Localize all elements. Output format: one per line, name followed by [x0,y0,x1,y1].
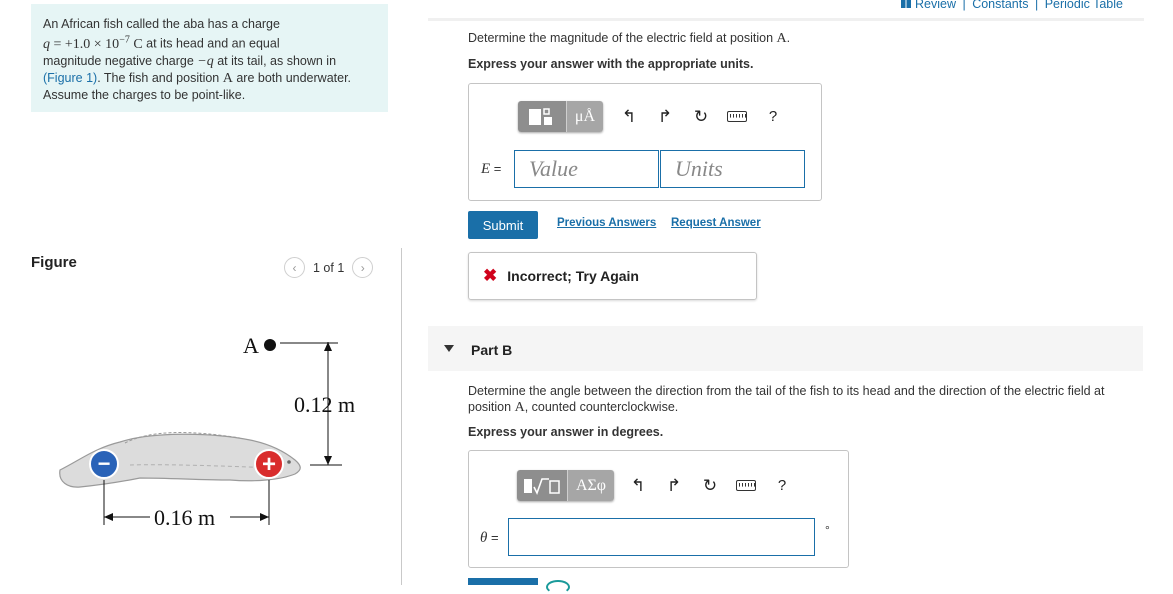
intro-line [43,16,376,32]
keyboard-icon[interactable] [728,476,764,496]
point-a [264,339,276,351]
eq-variable: θ [480,530,488,546]
chevron-right-icon[interactable]: › [352,257,373,278]
pager-text: 1 of 1 [313,260,345,275]
intro-text: magnitude negative charge [43,53,194,68]
intro-text: are both underwater. [236,70,352,85]
close-icon: ✖ [483,266,498,285]
part-b-question [468,383,1143,416]
reset-icon[interactable]: ↻ [702,475,718,495]
separator: | [962,0,966,11]
request-answer-link[interactable]: Request Answer [671,217,761,229]
undo-icon[interactable]: ↰ [621,106,637,126]
chevron-down-icon[interactable] [444,345,454,352]
position-a: A [222,70,233,86]
intro-line [43,32,376,53]
part-b-answer-box [468,450,849,568]
part-a-question [468,31,790,47]
template-button-group [518,101,603,132]
keyboard-icon[interactable] [719,107,755,127]
eq-sign: = [491,530,499,545]
sqrt-icon[interactable] [517,470,567,501]
question-end: . [786,31,791,45]
value-input[interactable]: Value [514,150,659,188]
top-links [901,0,1123,11]
separator: | [1034,0,1039,11]
intro-line [43,87,376,103]
question-text: Determine the magnitude of the electric field at position [468,31,774,45]
template-button-group [517,470,614,501]
neg-charge: −q [197,53,214,69]
plus-sign: + [261,451,277,478]
part-a-answer-box [468,83,822,201]
question-text: Determine the angle between the direction from the tail of the fish to its head and the direction of the electric field at [468,384,1105,398]
review-icon [901,0,911,8]
feedback-box [468,252,757,300]
units-input[interactable]: Units [660,150,805,188]
arrow-down-icon [324,456,332,465]
review-link[interactable]: Review [914,0,956,11]
loading-indicator [546,580,570,594]
feedback-text: Incorrect; Try Again [507,268,639,284]
top-divider [428,18,1144,21]
arrow-right-icon [260,513,269,521]
intro-text: An African fish called the aba has a charge [43,17,280,31]
part-b-toolbar [517,470,800,501]
intro-text: at its tail, as shown in [217,53,337,68]
degree-unit: ° [825,523,830,537]
eq-variable: E [481,161,491,177]
templates-glyph [527,107,557,127]
charge-exponent: −7 [119,34,130,45]
intro-line [43,53,376,70]
periodic-table-link[interactable]: Periodic Table [1044,0,1123,11]
part-b-instruction: Express your answer in degrees. [468,425,664,439]
templates-icon[interactable] [518,101,566,132]
figure-link[interactable]: (Figure 1) [43,70,98,85]
charge-expression: $q = +1.0 \times 10^{-7}$ C [43,34,143,52]
theta-equation-label [480,530,499,547]
intro-text: . The fish and position [97,70,220,85]
problem-intro [31,4,388,112]
chevron-left-icon[interactable]: ‹ [284,257,305,278]
part-a-toolbar [518,101,791,132]
part-b-title[interactable]: Part B [471,342,513,358]
figure-title: Figure [31,254,77,271]
fish-eye [287,460,291,464]
redo-icon[interactable]: ↱ [666,475,682,495]
redo-icon[interactable]: ↱ [657,106,673,126]
position-a: A [514,400,525,415]
label-012m: 0.12 m [294,392,356,417]
eq-sign: = [493,161,502,176]
part-a-instruction: Express your answer with the appropriate units. [468,57,754,71]
panel-divider [401,248,402,585]
undo-icon[interactable]: ↰ [630,475,646,495]
sqrt-glyph [523,476,561,496]
intro-text: Assume the charges to be point-like. [43,87,246,102]
e-equation-label [481,161,501,178]
arrow-left-icon [104,513,113,521]
help-icon[interactable]: ? [777,477,787,494]
previous-answers-link[interactable]: Previous Answers [557,217,657,229]
angle-input[interactable] [508,518,815,556]
submit-button-b[interactable] [468,578,538,585]
position-a: A [776,31,787,46]
submit-button[interactable]: Submit [468,211,538,239]
greek-button[interactable]: ΑΣφ [567,470,614,501]
intro-text: at its head and an equal [146,36,280,51]
minus-sign: − [97,451,111,476]
part-b-header[interactable] [428,326,1143,371]
question-text: , counted counterclockwise. [524,400,679,414]
intro-line [43,70,376,87]
charge-unit: C [133,36,143,52]
constants-link[interactable]: Constants [972,0,1029,11]
label-016m: 0.16 m [154,505,216,530]
fish-figure [40,320,390,540]
figure-pager [284,257,373,278]
reset-icon[interactable]: ↻ [693,106,709,126]
question-text: position [468,400,512,414]
help-icon[interactable]: ? [768,108,778,125]
units-button[interactable]: μÅ [566,101,603,132]
label-a: A [243,333,259,358]
